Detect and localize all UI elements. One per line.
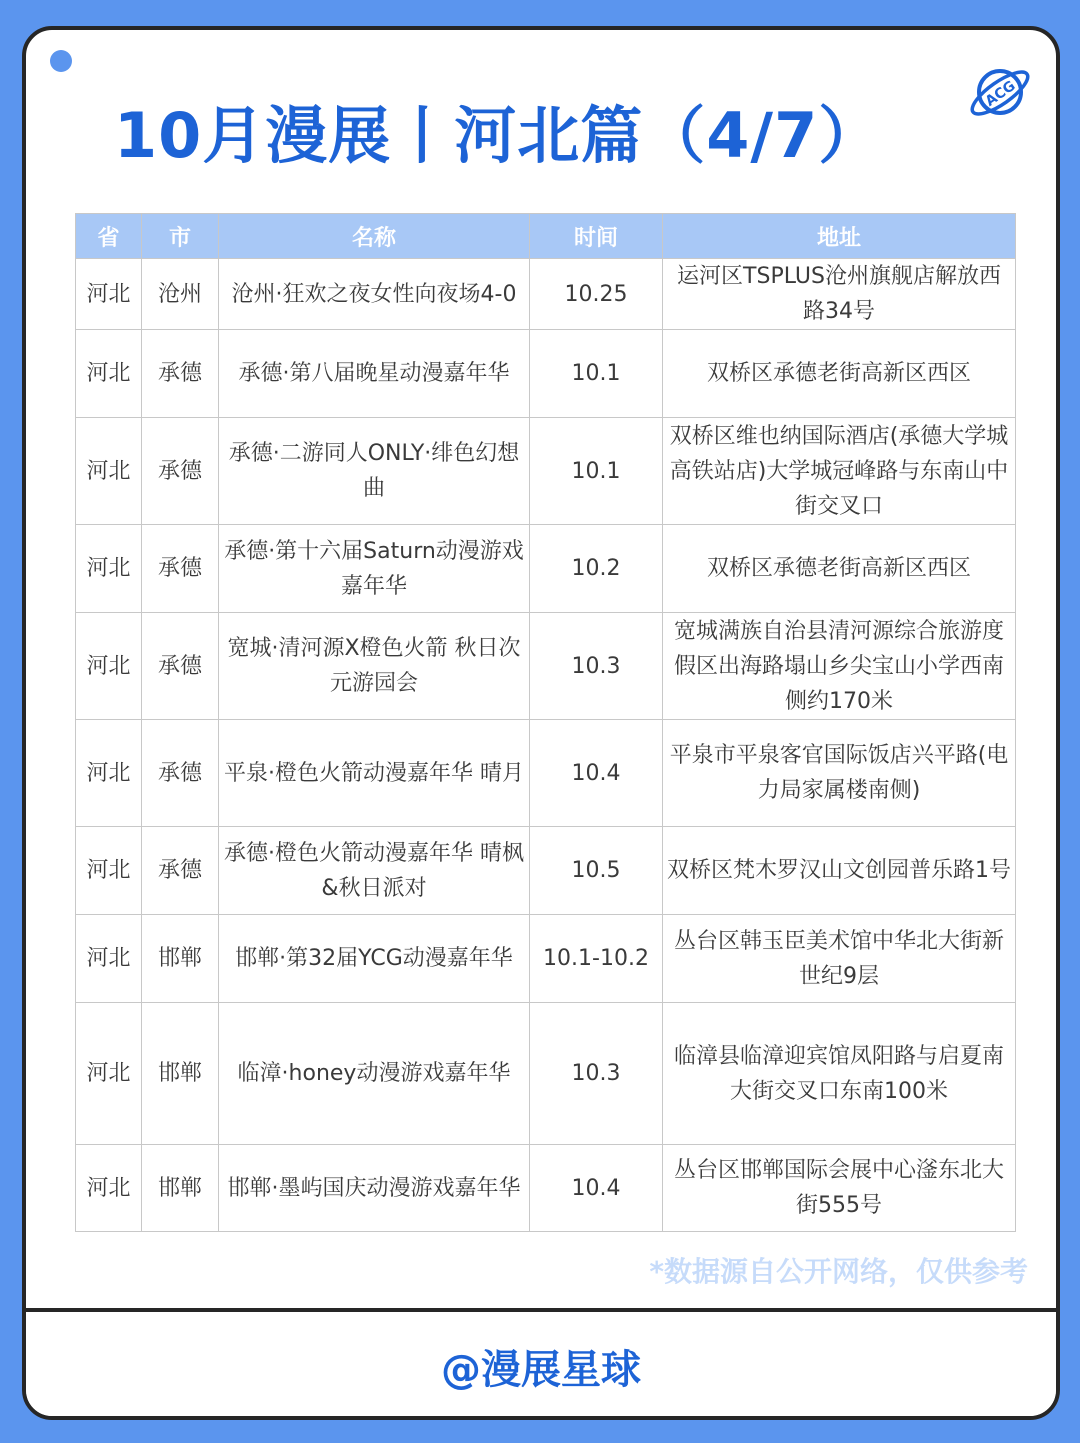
- city-cell: 承德: [142, 418, 219, 525]
- event-name-cell: 宽城·清河源X橙色火箭 秋日次元游园会: [219, 613, 530, 720]
- source-disclaimer: *数据源自公开网络，仅供参考: [649, 1255, 1028, 1288]
- address-cell: 运河区TSPLUS沧州旗舰店解放西路34号: [663, 259, 1016, 330]
- page-title: 10月漫展丨河北篇（4/7）: [114, 99, 882, 172]
- address-cell: 双桥区维也纳国际酒店(承德大学城高铁站店)大学城冠峰路与东南山中街交叉口: [663, 418, 1016, 525]
- acg-planet-logo-icon: [964, 56, 1036, 128]
- address-cell: 临漳县临漳迎宾馆凤阳路与启夏南大街交叉口东南100米: [663, 1003, 1016, 1145]
- column-header-city: 市: [142, 214, 219, 259]
- date-cell: 10.1: [530, 418, 663, 525]
- event-name-cell: 沧州·狂欢之夜女性向夜场4-0: [219, 259, 530, 330]
- table-row: [76, 720, 1016, 827]
- city-cell: 承德: [142, 525, 219, 613]
- event-name-cell: 平泉·橙色火箭动漫嘉年华 晴月: [219, 720, 530, 827]
- province-cell: 河北: [76, 915, 142, 1003]
- address-cell: 双桥区承德老街高新区西区: [663, 330, 1016, 418]
- table-row: [76, 613, 1016, 720]
- decorative-dot: [50, 50, 72, 72]
- city-cell: 承德: [142, 827, 219, 915]
- address-cell: 丛台区韩玉臣美术馆中华北大街新世纪9层: [663, 915, 1016, 1003]
- account-handle: @漫展星球: [441, 1347, 641, 1393]
- date-cell: 10.5: [530, 827, 663, 915]
- province-cell: 河北: [76, 613, 142, 720]
- province-cell: 河北: [76, 330, 142, 418]
- footer-bar: [26, 1308, 1056, 1420]
- province-cell: 河北: [76, 418, 142, 525]
- address-cell: 平泉市平泉客官国际饭店兴平路(电力局家属楼南侧): [663, 720, 1016, 827]
- table-row: [76, 827, 1016, 915]
- event-name-cell: 承德·第八届晚星动漫嘉年华: [219, 330, 530, 418]
- province-cell: 河北: [76, 525, 142, 613]
- date-cell: 10.1: [530, 330, 663, 418]
- logo-text: ACG: [982, 77, 1019, 110]
- date-cell: 10.25: [530, 259, 663, 330]
- event-name-cell: 邯郸·墨屿国庆动漫游戏嘉年华: [219, 1145, 530, 1232]
- event-table: [75, 213, 1016, 1232]
- city-cell: 承德: [142, 330, 219, 418]
- table-row: [76, 418, 1016, 525]
- city-cell: 邯郸: [142, 1003, 219, 1145]
- table-row: [76, 525, 1016, 613]
- column-header-date: 时间: [530, 214, 663, 259]
- province-cell: 河北: [76, 720, 142, 827]
- date-cell: 10.1-10.2: [530, 915, 663, 1003]
- poster-card: [22, 26, 1060, 1420]
- province-cell: 河北: [76, 827, 142, 915]
- date-cell: 10.3: [530, 613, 663, 720]
- city-cell: 邯郸: [142, 915, 219, 1003]
- province-cell: 河北: [76, 259, 142, 330]
- event-name-cell: 承德·二游同人ONLY·绯色幻想曲: [219, 418, 530, 525]
- address-cell: 双桥区梵木罗汉山文创园普乐路1号: [663, 827, 1016, 915]
- event-name-cell: 承德·第十六届Saturn动漫游戏嘉年华: [219, 525, 530, 613]
- province-cell: 河北: [76, 1003, 142, 1145]
- province-cell: 河北: [76, 1145, 142, 1232]
- table-row: [76, 330, 1016, 418]
- table-row: [76, 259, 1016, 330]
- date-cell: 10.4: [530, 720, 663, 827]
- address-cell: 双桥区承德老街高新区西区: [663, 525, 1016, 613]
- column-header-province: 省: [76, 214, 142, 259]
- table-row: [76, 915, 1016, 1003]
- table-header-row: [76, 214, 1016, 259]
- column-header-address: 地址: [663, 214, 1016, 259]
- table-row: [76, 1145, 1016, 1232]
- city-cell: 承德: [142, 613, 219, 720]
- date-cell: 10.2: [530, 525, 663, 613]
- address-cell: 丛台区邯郸国际会展中心滏东北大街555号: [663, 1145, 1016, 1232]
- city-cell: 承德: [142, 720, 219, 827]
- date-cell: 10.4: [530, 1145, 663, 1232]
- event-name-cell: 邯郸·第32届YCG动漫嘉年华: [219, 915, 530, 1003]
- city-cell: 沧州: [142, 259, 219, 330]
- address-cell: 宽城满族自治县清河源综合旅游度假区出海路塌山乡尖宝山小学西南侧约170米: [663, 613, 1016, 720]
- event-name-cell: 临漳·honey动漫游戏嘉年华: [219, 1003, 530, 1145]
- table-row: [76, 1003, 1016, 1145]
- event-name-cell: 承德·橙色火箭动漫嘉年华 晴枫&秋日派对: [219, 827, 530, 915]
- date-cell: 10.3: [530, 1003, 663, 1145]
- city-cell: 邯郸: [142, 1145, 219, 1232]
- column-header-name: 名称: [219, 214, 530, 259]
